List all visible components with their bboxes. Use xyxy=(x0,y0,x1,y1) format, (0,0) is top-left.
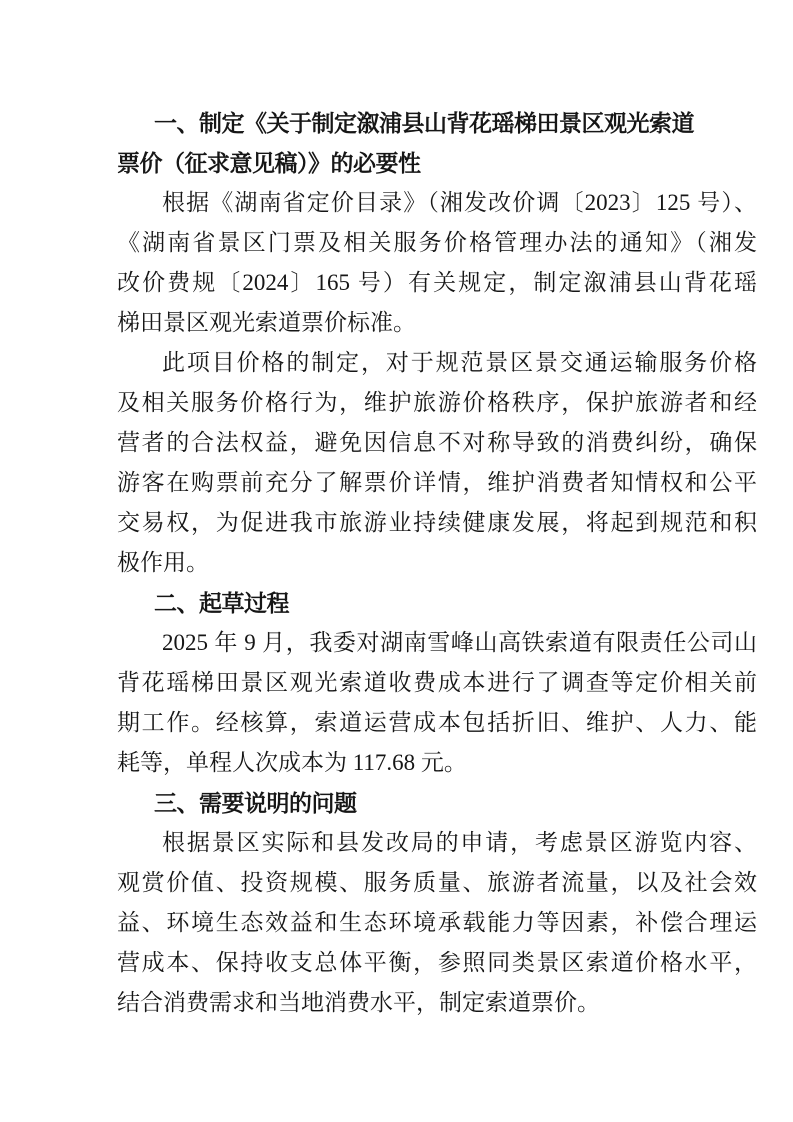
paragraph-line: 极作用。 xyxy=(117,550,209,575)
paragraph-line: 背花瑶梯田景区观光索道收费成本进行了调查等定价相关前 xyxy=(117,670,757,695)
paragraph-line: 及相关服务价格行为，维护旅游价格秩序，保护旅游者和经 xyxy=(117,390,757,415)
paragraph-line: 交易权，为促进我市旅游业持续健康发展，将起到规范和积 xyxy=(117,510,757,535)
paragraph-line: 结合消费需求和当地消费水平，制定索道票价。 xyxy=(117,990,600,1015)
paragraph-line: 根据《湖南省定价目录》（湘发改价调〔2023〕125 号）、 xyxy=(162,190,757,215)
document-body xyxy=(117,103,757,1023)
section-3-heading-line: 三、需要说明的问题 xyxy=(154,790,357,816)
paragraph-line: 《湖南省景区门票及相关服务价格管理办法的通知》（湘发 xyxy=(117,230,757,255)
section-2-heading-line: 二、起草过程 xyxy=(154,590,289,616)
paragraph-line: 梯田景区观光索道票价标准。 xyxy=(117,310,416,335)
section-1-heading-line: 票价（征求意见稿）》的必要性 xyxy=(117,150,421,176)
paragraph-line: 根据景区实际和县发改局的申请，考虑景区游览内容、 xyxy=(162,830,757,855)
paragraph-line: 营者的合法权益，避免因信息不对称导致的消费纠纷，确保 xyxy=(117,430,757,455)
paragraph-line: 此项目价格的制定，对于规范景区景交通运输服务价格 xyxy=(162,350,757,375)
paragraph-line: 期工作。经核算，索道运营成本包括折旧、维护、人力、能 xyxy=(117,710,757,735)
section-1-heading-line: 一、制定《关于制定溆浦县山背花瑶梯田景区观光索道 xyxy=(154,110,694,136)
paragraph-line: 益、环境生态效益和生态环境承载能力等因素，补偿合理运 xyxy=(117,910,757,935)
paragraph-line: 游客在购票前充分了解票价详情，维护消费者知情权和公平 xyxy=(117,470,757,495)
paragraph-line: 耗等，单程人次成本为 117.68 元。 xyxy=(117,750,467,775)
paragraph-line: 观赏价值、投资规模、服务质量、旅游者流量，以及社会效 xyxy=(117,870,757,895)
paragraph-line: 营成本、保持收支总体平衡，参照同类景区索道价格水平， xyxy=(117,950,757,975)
paragraph-line: 改价费规〔2024〕165 号）有关规定，制定溆浦县山背花瑶 xyxy=(117,270,757,295)
paragraph-line: 2025 年 9 月，我委对湖南雪峰山高铁索道有限责任公司山 xyxy=(162,630,757,655)
